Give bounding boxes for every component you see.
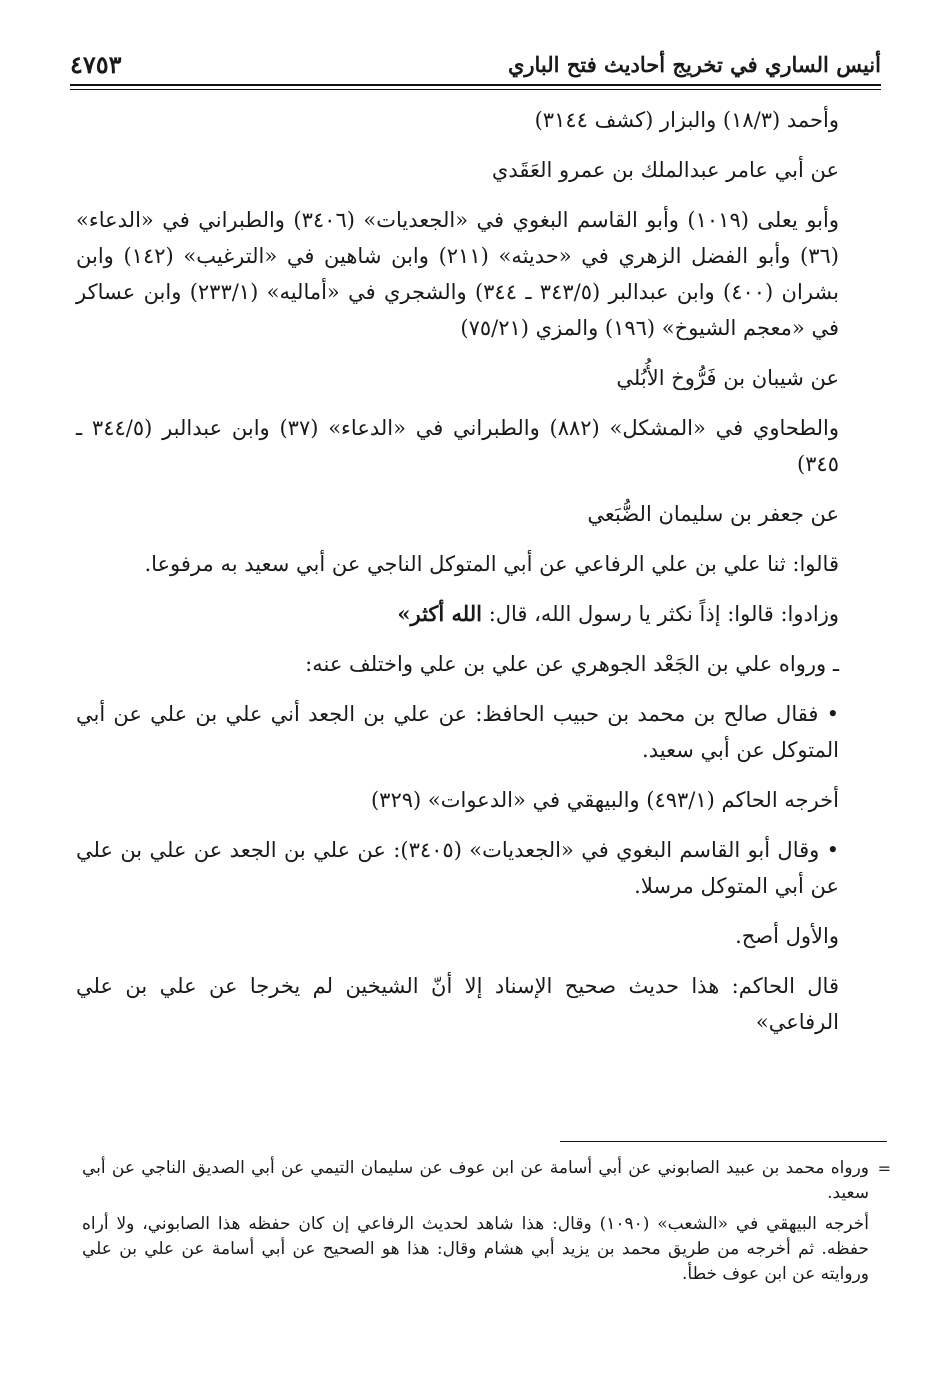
page-number: ٤٧٥٣ <box>70 50 122 79</box>
header-rule-thick <box>70 84 881 86</box>
paragraph: عن شيبان بن فَرُّوخ الأُبُلي <box>616 366 839 390</box>
footnote-text: ورواه محمد بن عبيد الصابوني عن أبي أسامة عن ابن عوف عن سليمان التيمي عن أبي الصديق الناجي عن أبي سعيد. <box>82 1158 869 1203</box>
paragraph: والأول أصح. <box>735 924 839 948</box>
footnote-mark: = <box>877 1159 891 1178</box>
footnote-separator <box>560 1141 887 1142</box>
paragraph: عن جعفر بن سليمان الضُّبَعي <box>587 502 839 526</box>
main-text <box>76 102 879 1054</box>
paragraph: وأحمد (١٨/٣) والبزار (كشف ٣١٤٤) <box>534 108 839 132</box>
running-header <box>70 46 881 80</box>
quoted-phrase: الله أكثر» <box>397 601 482 626</box>
paragraph <box>76 596 879 632</box>
paragraph: أخرجه الحاكم (٤٩٣/١) والبيهقي في «الدعوات» (٣٢٩) <box>370 788 839 812</box>
paragraph: وأبو يعلى (١٠١٩) وأبو القاسم البغوي في «الجعديات» (٣٤٠٦) والطبراني في «الدعاء» (٣٦) وأبو الفضل الزهري في «حديثه» (٢١١) وابن شاهين في «الترغيب» (١٤٢) وابن بشران (٤٠٠) وابن عبدالبر (٣٤٣/٥ ـ ٣٤٤) والشجري في «أماليه» (٢٣٣/١) وابن عساكر في «معجم الشيوخ» (١٩٦) والمزي (٧٥/٢١) <box>76 208 839 340</box>
book-title: أنيس الساري في تخريج أحاديث فتح الباري <box>507 52 881 77</box>
footnote <box>82 1156 891 1206</box>
header-rule-thin <box>70 89 881 90</box>
paragraph: قالوا: ثنا علي بن علي الرفاعي عن أبي المتوكل الناجي عن أبي سعيد به مرفوعا. <box>144 552 839 576</box>
footnote: أخرجه البيهقي في «الشعب» (١٠٩٠) وقال: هذا شاهد لحديث الرفاعي إن كان حفظه هذا الصابوني، ولا أراه حفظه. ثم أخرجه من طريق محمد بن يزيد أبي هشام وقال: هذا هو الصحيح عن أبي أسامة عن علي بن علي وروايته عن ابن عوف خطأ. <box>82 1214 869 1284</box>
paragraph-text: وزادوا: قالوا: إذاً نكثر يا رسول الله، قال: <box>488 602 839 626</box>
paragraph: والطحاوي في «المشكل» (٨٨٢) والطبراني في «الدعاء» (٣٧) وابن عبدالبر (٣٤٤/٥ ـ ٣٤٥) <box>76 416 840 476</box>
paragraph: ـ ورواه علي بن الجَعْد الجوهري عن علي بن علي واختلف عنه: <box>305 652 839 676</box>
paragraph: • وقال أبو القاسم البغوي في «الجعديات» (٣٤٠٥): عن علي بن الجعد عن علي بن علي عن أبي المتوكل مرسلا. <box>76 838 839 898</box>
footnotes <box>82 1156 891 1293</box>
paragraph: قال الحاكم: هذا حديث صحيح الإسناد إلا أنّ الشيخين لم يخرجا عن علي بن علي الرفاعي» <box>76 974 839 1034</box>
paragraph: عن أبي عامر عبدالملك بن عمرو العَقَدي <box>491 158 839 182</box>
paragraph: • فقال صالح بن محمد بن حبيب الحافظ: عن علي بن الجعد أني علي بن علي عن أبي المتوكل عن أبي سعيد. <box>76 702 839 762</box>
